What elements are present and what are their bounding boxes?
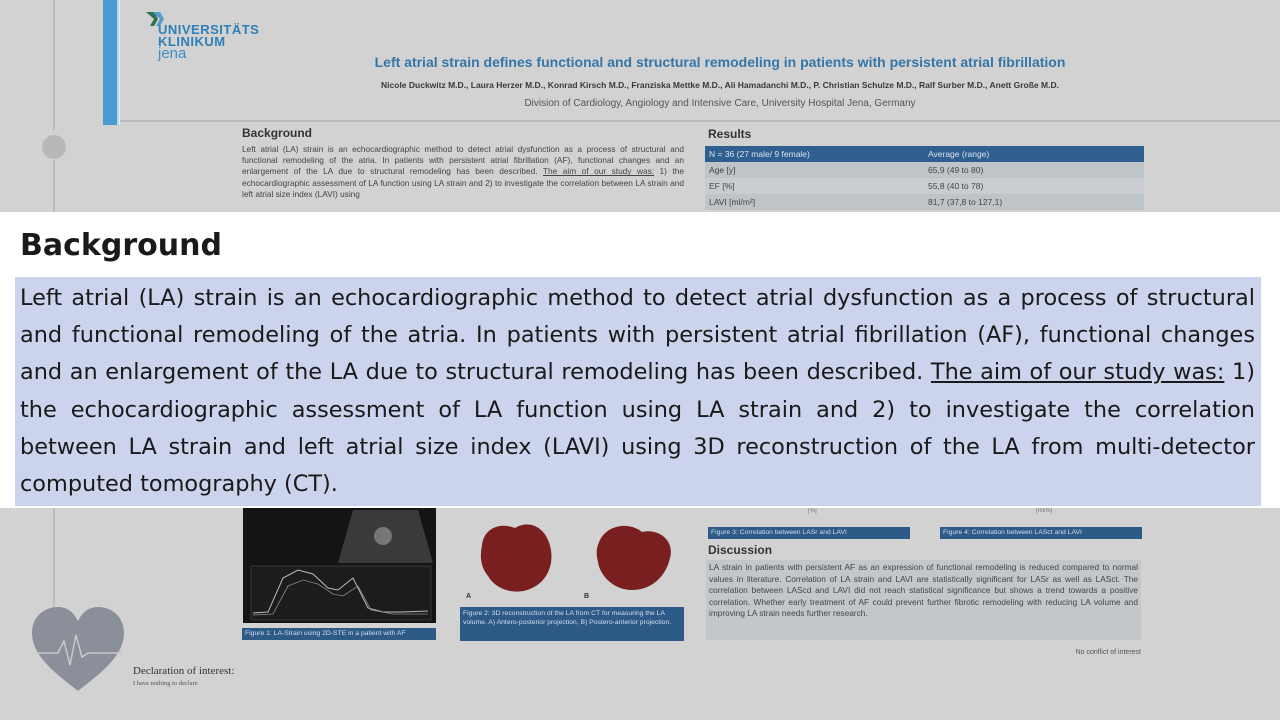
table-cell: 55,8 (40 to 78) [924, 178, 1144, 194]
figure-3-axis-label: [%] [808, 508, 817, 514]
decorative-circle [42, 135, 66, 159]
table-row [705, 162, 1144, 178]
figure-1-caption: Figure 1: LA-Strain using 2D-STE in a patient with AF [242, 628, 436, 640]
figure-2-label-b: B [584, 593, 590, 600]
poster-side-bar-highlight [117, 0, 120, 125]
poster-background-text-start: Left atrial (LA) strain is an echocardiographic method to detect atrial dysfunction as a process of structural and functional remodeling of the atria. In patients with persistent atrial fibrillation (AF), functional changes and an enlargement of the LA due to structural remodeling has been described. [242, 144, 684, 177]
zoom-aim-phrase: The aim of our study was: [930, 359, 1225, 386]
heart-logo-icon [28, 605, 128, 695]
table-cell: EF [%] [705, 178, 924, 194]
poster-results-heading: Results [708, 127, 752, 141]
table-cell: 65,9 (49 to 80) [924, 162, 1144, 178]
table-row [705, 178, 1144, 194]
declaration-text: I have nothing to declare [133, 680, 198, 687]
figure-4-axis-label: [ml/m] [1036, 508, 1053, 514]
logo-text-line2: KLINIKUM [158, 34, 226, 49]
poster-title: Left atrial strain defines functional and structural remodeling in patients with persistent atrial fibrillation [374, 54, 1066, 70]
poster-background-text [242, 144, 684, 200]
results-table [705, 146, 1144, 210]
poster-authors: Nicole Duckwitz M.D., Laura Herzer M.D., Konrad Kirsch M.D., Franziska Mettke M.D., Ali Hamadanchi M.D., P. Christian Schulze M.D., Ralf Surber M.D., Anett Große M.D. [381, 80, 1059, 90]
decorative-line [53, 160, 55, 215]
poster-background-text-end: 1) the echocardiographic assessment of LA function using LA strain and 2) to investigate the correlation between LA strain and left atrial size index (LAVI) using [242, 166, 684, 199]
figure-1-strain-image [243, 508, 436, 623]
results-table-header: N = 36 (27 male/ 9 female) [705, 146, 924, 162]
poster-affiliation: Division of Cardiology, Angiology and Intensive Care, University Hospital Jena, Germany [524, 98, 916, 109]
figure-2-la-reconstruction [470, 510, 680, 600]
poster-aim-phrase: The aim of our study was: [542, 166, 655, 177]
table-cell: 81,7 (37,8 to 127,1) [924, 194, 1144, 210]
declaration-heading: Declaration of interest: [133, 665, 235, 677]
results-table-header: Average (range) [924, 146, 1144, 162]
decorative-line [53, 0, 55, 130]
logo-text-line1: UNIVERSITÄTS [158, 22, 260, 37]
zoom-background-text [20, 280, 1255, 503]
poster-discussion-heading: Discussion [708, 543, 773, 557]
poster-background-heading: Background [242, 126, 313, 140]
figure-2-label-a: A [466, 593, 472, 600]
table-cell: Age [y] [705, 162, 924, 178]
zoom-text-end: 1) the echocardiographic assessment of LA function using LA strain and 2) to investigate the correlation between LA strain and left atrial size index (LAVI) using 3D reconstruction of the LA from multi-detector computed tomography (CT). [20, 359, 1255, 498]
zoom-heading: Background [20, 228, 222, 263]
poster-discussion-text: LA strain in patients with persistent AF as an expression of functional remodeling is reduced compared to normal values in literature. Correlation of LA strain and LAVI are statistically significant for LASr as well as LASct. The correlation between LAScd and LAVI did not reach statistical significance but shows a trend towards a positive correlation. Whether early treatment of AF could prevent further fibrotic remodeling with reducing LA volume and improving LA strain needs further research. [706, 560, 1141, 640]
figure-3-caption: Figure 3: Correlation between LASr and LAVI [708, 527, 910, 539]
figure-2-caption: Figure 2: 3D reconstruction of the LA from CT for measuring the LA volume. A) Antero-posterior projection, B) Postero-anterior projection. [460, 607, 684, 641]
results-table-header-row [705, 146, 1144, 162]
table-row [705, 194, 1144, 210]
logo-text-line3: jena [158, 45, 187, 62]
zoom-text-start: Left atrial (LA) strain is an echocardiographic method to detect atrial dysfunction as a process of structural and functional remodeling of the atria. In patients with persistent atrial fibrillation (AF), functional changes and an enlargement of the LA due to structural remodeling has been described. [20, 285, 1255, 386]
conflict-note: No conflict of interest [1075, 649, 1141, 656]
figure-4-caption: Figure 4: Correlation between LASct and LAVI [940, 527, 1142, 539]
table-cell: LAVI [ml/m²] [705, 194, 924, 210]
decorative-line [53, 508, 55, 618]
poster-header-divider [120, 120, 1280, 122]
